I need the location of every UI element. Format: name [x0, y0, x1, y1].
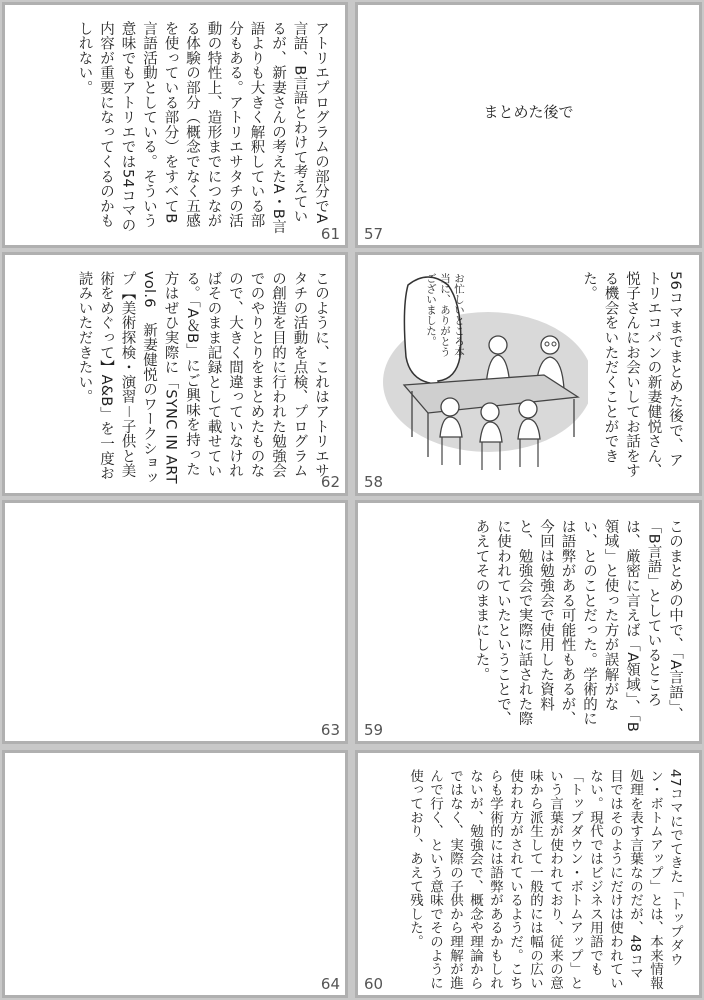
- panel-58: [355, 252, 702, 496]
- panel-59-text: このまとめの中で、「A言語」、「B言語」としているところは、厳密に言えば「A領域」、「B領域」と使った方が誤解がない、とのことだった。学術的には語弊がある可能性もあるが、今回は勉強会で使用した資料と、勉強会で実際に話された際に使われていたということで、あえてそのままにした。: [473, 519, 683, 733]
- panel-61-text: アトリエプログラムの部分でA言語、B言語とわけて考えているが、新妻さんの考えたA・B言語よりも大きく解釈している部分もある。アトリエサタチの活動の特性上、造形までにつながる体験の部分（概念でなく五感を使っている部分）をすべてB言語活動としている。そういう意味でもアトリエでは54コマの内容が重要になってくるのかもしれない。: [76, 21, 329, 234]
- page-number-64: 64: [320, 975, 340, 993]
- panel-61: [2, 2, 348, 248]
- panel-57-text: まとめた後で: [483, 103, 574, 121]
- panel-60: [355, 750, 702, 998]
- panel-62-text: このように、これはアトリエサタチの活動を点検、プログラムの創造を目的に行われた勉強会でのやりとりをまとめたものなので、大きく間違っていなければそのまま記録として載せている。「A＆B」にご興味を持った方はぜひ実際に「SYNC IN ART vol.6 新妻健悦のワークショップ【美術探検・演習－子供と美術をめぐって】A&B」を一度お読みいただきたい。: [76, 271, 329, 486]
- page-number-63: 63: [320, 721, 340, 739]
- panel-62: [2, 252, 348, 496]
- panel-63: [2, 500, 348, 744]
- page-number-59: 59: [364, 721, 384, 739]
- panel-58-text: 56コマまでまとめた後で、アトリエコパンの新妻健悦さん、悦子さんにお会いしてお話をする機会をいただくことができた。: [581, 271, 683, 479]
- page-number-60: 60: [364, 975, 384, 993]
- page-number-58: 58: [364, 473, 384, 491]
- panel-59: [355, 500, 702, 744]
- page-number-61: 61: [320, 225, 340, 243]
- speech-bubble-text: お忙しいところ本当に、ありがとうございました。: [425, 273, 465, 357]
- panel-57: [355, 2, 702, 248]
- page-number-57: 57: [364, 225, 384, 243]
- meeting-illustration: [368, 267, 588, 482]
- panel-64: [2, 750, 348, 998]
- page-number-62: 62: [320, 473, 340, 491]
- panel-60-text: 47コマにでてきた「トップダウン・ボトムアップ」とは、本来情報処理を表す言葉なのだが、48コマ目ではそのようにだけは使われていない。現代ではビジネス用語でも「トップダウン・ボトムアップ」という言葉が使われており、従来の意味から派生して一般的には幅の広い使われ方がされているようだ。こちらも学術的には語弊があるかもしれないが、勉強会で、概念や理論からではなく、実際の子供から理解が進んで行く、という意味でそのように使っており、あえて残した。: [407, 769, 683, 990]
